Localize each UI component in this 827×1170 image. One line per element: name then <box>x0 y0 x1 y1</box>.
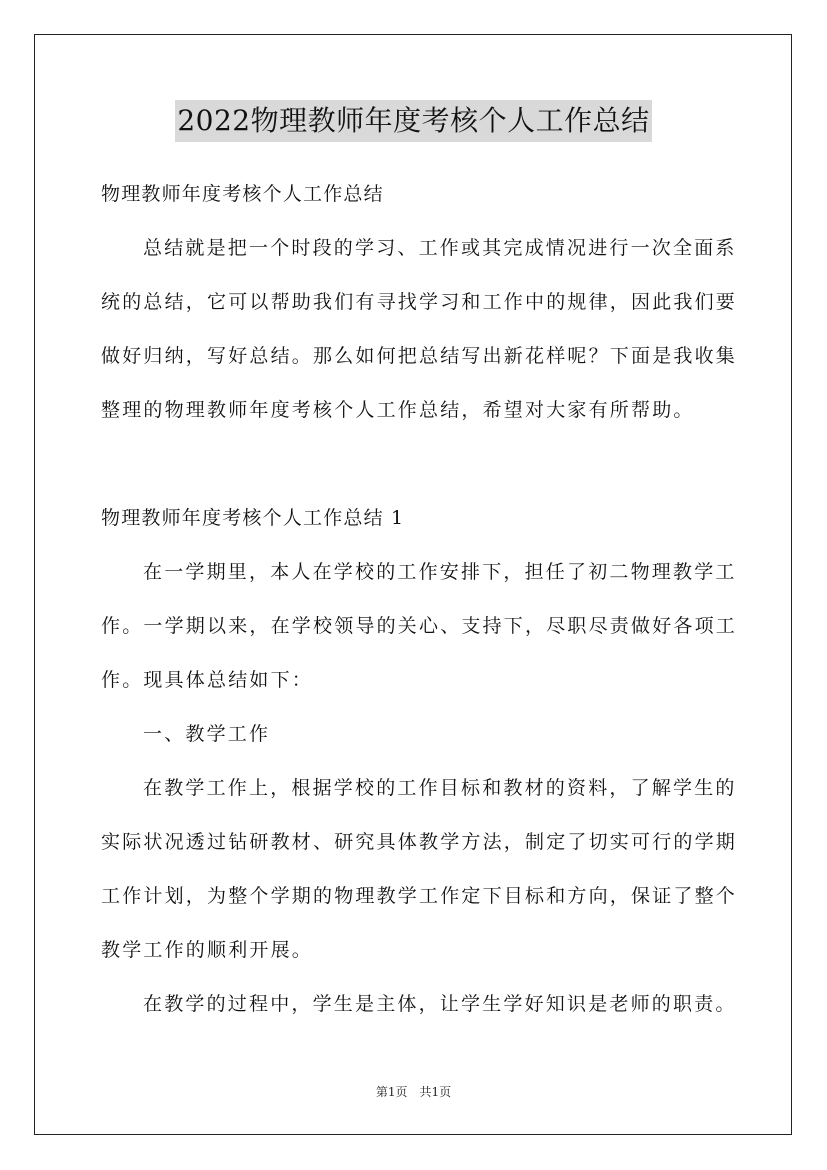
blank-line <box>101 444 726 498</box>
paragraph-line: 整理的物理教师年度考核个人工作总结，希望对大家有所帮助。 <box>101 399 695 421</box>
paragraph-line: 统的总结，它可以帮助我们有寻找学习和工作中的规律，因此我们要 <box>101 291 738 313</box>
document-title: 2022物理教师年度考核个人工作总结 <box>175 100 651 142</box>
title-container <box>0 100 827 142</box>
paragraph-line: 作。一学期以来，在学校领导的关心、支持下，尽职尽责做好各项工 <box>101 615 738 637</box>
paragraph-line: 实际状况透过钻研教材、研究具体教学方法，制定了切实可行的学期 <box>101 831 738 853</box>
section-heading-1: 物理教师年度考核个人工作总结 1 <box>101 507 405 529</box>
page-number-footer: 第1页 共1页 <box>375 1085 452 1099</box>
paragraph-line: 做好归纳，写好总结。那么如何把总结写出新花样呢？下面是我收集 <box>101 345 738 367</box>
paragraph-line: 总结就是把一个时段的学习、工作或其完成情况进行一次全面系 <box>143 237 737 259</box>
paragraph-line: 在一学期里，本人在学校的工作安排下，担任了初二物理教学工 <box>143 561 737 583</box>
subheading-teaching-work: 一、教学工作 <box>143 723 271 745</box>
paragraph-line: 工作计划，为整个学期的物理教学工作定下目标和方向，保证了整个 <box>101 885 738 907</box>
section-heading-intro: 物理教师年度考核个人工作总结 <box>101 183 384 205</box>
paragraph-line: 教学工作的顺利开展。 <box>101 939 314 961</box>
paragraph-line: 在教学的过程中，学生是主体，让学生学好知识是老师的职责。 <box>143 993 737 1015</box>
paragraph-line: 在教学工作上，根据学校的工作目标和教材的资料，了解学生的 <box>143 777 737 799</box>
paragraph-line: 作。现具体总结如下： <box>101 669 314 691</box>
document-body <box>101 174 738 1038</box>
